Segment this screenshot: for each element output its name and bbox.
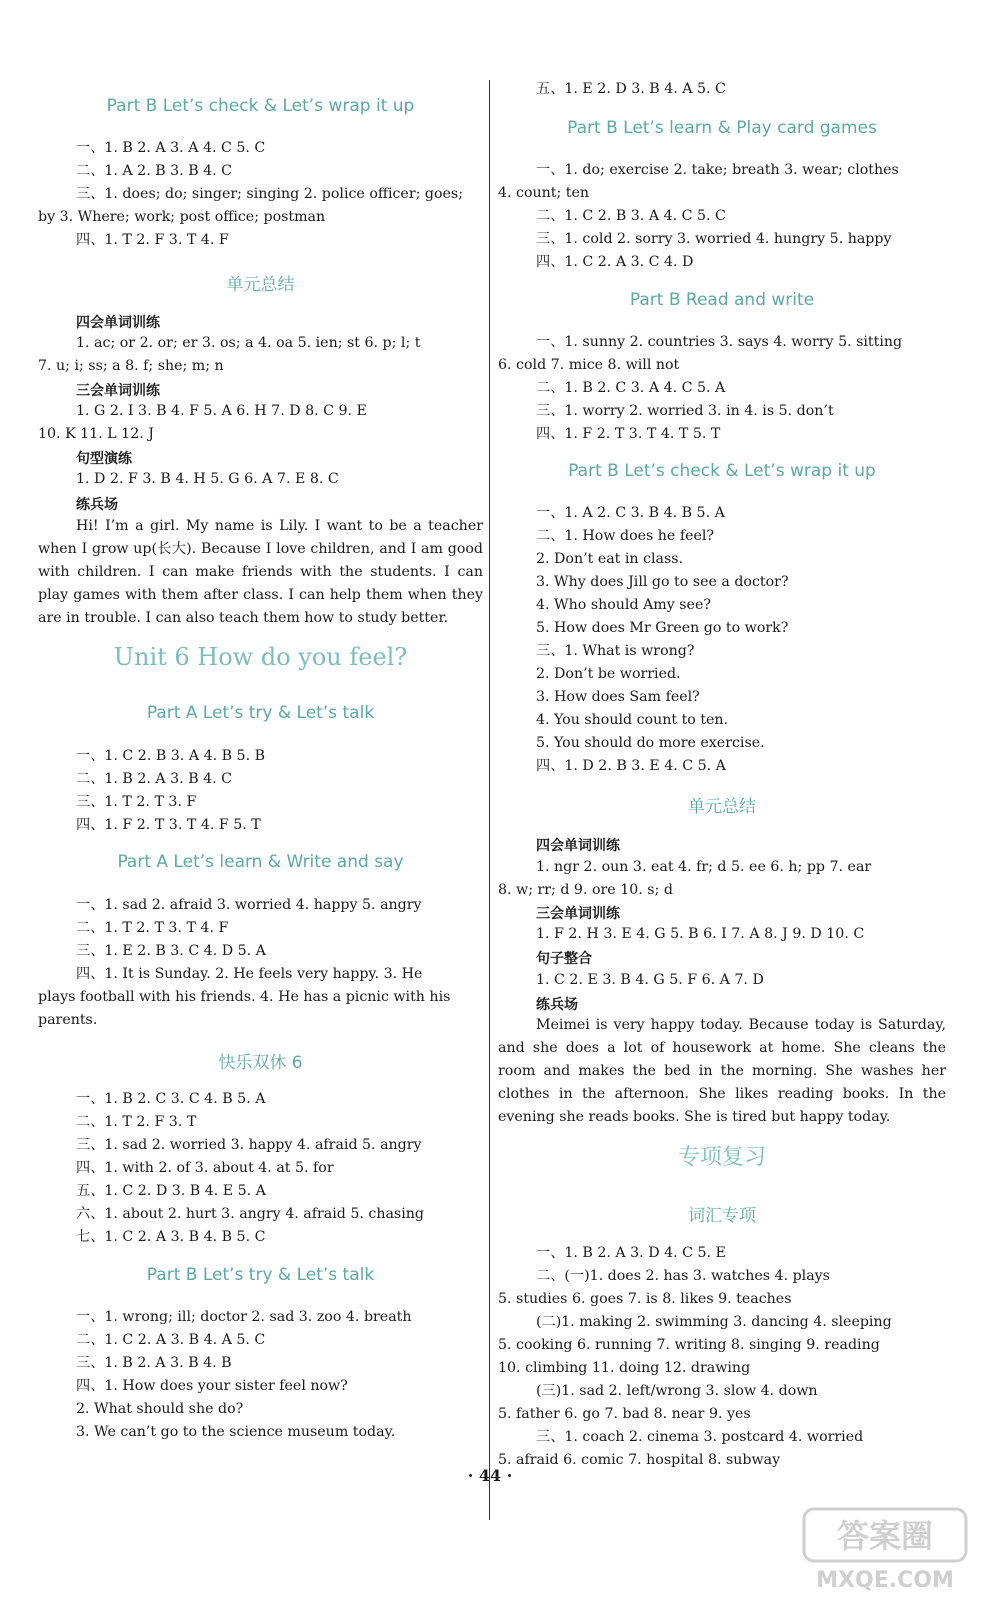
answer-line: 一、1. do; exercise 2. take; breath 3. wear; clothes [536,162,899,178]
answer-line: 四、1. How does your sister feel now? [76,1378,348,1394]
answer-line: 5. cooking 6. running 7. writing 8. singing 9. reading [498,1337,880,1353]
answer-line: 4. count; ten [498,185,590,201]
answer-line: 六、1. about 2. hurt 3. angry 4. afraid 5. chasing [76,1206,424,1222]
answer-line: 一、1. wrong; ill; doctor 2. sad 3. zoo 4. breath [76,1309,412,1325]
answer-line: 三、1. sad 2. worried 3. happy 4. afraid 5. angry [76,1137,422,1153]
answer-line: 四、1. F 2. T 3. T 4. T 5. T [536,426,721,442]
answer-line: 5. father 6. go 7. bad 8. near 9. yes [498,1406,751,1422]
answer-line: 二、1. B 2. C 3. A 4. C 5. A [536,380,726,396]
section-heading: Part A Let’s learn & Write and say [117,852,404,872]
section-heading: Part B Read and write [629,290,815,310]
answer-line: 四、1. with 2. of 3. about 4. at 5. for [76,1160,334,1176]
answer-line: 一、1. B 2. C 3. C 4. B 5. A [76,1091,266,1107]
section-heading: Part A Let’s try & Let’s talk [146,703,375,723]
answer-line: 七、1. C 2. A 3. B 4. B 5. C [76,1229,266,1245]
answer-line: 二、1. T 2. T 3. T 4. F [76,920,229,936]
answer-line: 6. cold 7. mice 8. will not [498,357,680,373]
unit-title: Unit 6 How do you feel? [113,643,408,671]
answer-line: plays football with his friends. 4. He has a picnic with his [38,989,451,1005]
watermark-top: 答案圈 [836,1517,934,1555]
answer-line: 三、1. B 2. A 3. B 4. B [76,1355,232,1371]
answer-line: by 3. Where; work; post office; postman [38,209,326,225]
section-title: 专项复习 [677,1145,766,1170]
answer-line: 10. K 11. L 12. J [38,426,154,442]
answer-line: 三、1. coach 2. cinema 3. postcard 4. worried [536,1429,864,1445]
answer-line: 3. We can’t go to the science museum today. [76,1424,396,1440]
answer-line: 8. w; rr; d 9. ore 10. s; d [498,882,673,898]
section-heading: 单元总结 [226,275,295,295]
watermark-logo [800,1505,970,1595]
writing-paragraph: Hi! I’m a girl. My name is Lily. I want to be a teacher when I grow up(长大). Because I love children, and I am good with children. I can make friends with the students. I can play games with them after class. I can help them when they are in trouble. I can also teach them how to study better. [38,518,483,626]
subsection-label: 四会单词训练 [76,315,160,331]
answer-line: 二、(一)1. does 2. has 3. watches 4. plays [536,1268,830,1284]
answer-line: 5. studies 6. goes 7. is 8. likes 9. teaches [498,1291,792,1307]
subsection-label: 句型演练 [76,451,132,467]
page-number: · 44 · [467,1466,513,1485]
section-heading: 快乐双休 6 [218,1053,303,1073]
section-heading: Part B Let’s learn & Play card games [567,118,877,138]
answer-line: 4. You should count to ten. [536,712,729,728]
watermark-bottom: MXQE.COM [816,1568,954,1593]
answer-line: 二、1. C 2. A 3. B 4. A 5. C [76,1332,266,1348]
answer-line: 三、1. E 2. B 3. C 4. D 5. A [76,943,266,959]
answer-line: 5. You should do more exercise. [536,735,765,751]
answer-line: 1. ac; or 2. or; er 3. os; a 4. oa 5. ien; st 6. p; l; t [76,335,421,351]
answer-line: 1. ngr 2. oun 3. eat 4. fr; d 5. ee 6. h; pp 7. ear [536,859,872,875]
answer-line: 四、1. It is Sunday. 2. He feels very happy. 3. He [76,966,423,982]
answer-line: 一、1. B 2. A 3. D 4. C 5. E [536,1245,726,1261]
answer-line: 2. Don’t be worried. [536,666,681,682]
answer-line: 10. climbing 11. doing 12. drawing [498,1360,751,1376]
answer-line: 2. Don’t eat in class. [536,551,684,567]
answer-line: 4. Who should Amy see? [536,597,711,613]
answer-line: 1. G 2. I 3. B 4. F 5. A 6. H 7. D 8. C 9. E [76,403,367,419]
answer-line: 一、1. C 2. B 3. A 4. B 5. B [76,748,266,764]
answer-line: 7. u; i; ss; a 8. f; she; m; n [38,358,224,374]
answer-line: 2. What should she do? [76,1401,244,1417]
answer-line: 一、1. B 2. A 3. A 4. C 5. C [76,140,266,156]
answer-line: 五、1. C 2. D 3. B 4. E 5. A [76,1183,266,1199]
answer-line: 三、1. worry 2. worried 3. in 4. is 5. don’t [536,403,834,419]
section-heading: 单元总结 [688,797,756,817]
answer-line: 二、1. How does he feel? [536,528,715,544]
section-heading: Part B Let’s check & Let’s wrap it up [568,461,876,481]
answer-line: (二)1. making 2. swimming 3. dancing 4. sleeping [536,1314,892,1330]
column-divider [489,80,490,1520]
answer-line: parents. [38,1012,98,1028]
answer-line: 二、1. C 2. B 3. A 4. C 5. C [536,208,726,224]
subsection-label: 三会单词训练 [536,906,620,922]
answer-line: 1. D 2. F 3. B 4. H 5. G 6. A 7. E 8. C [76,471,339,487]
answer-line: 二、1. T 2. F 3. T [76,1114,197,1130]
answer-line: 一、1. sunny 2. countries 3. says 4. worry 5. sitting [536,334,903,350]
subsection-label: 三会单词训练 [76,383,160,399]
subsection-label: 练兵场 [536,997,578,1013]
answer-line: 1. C 2. E 3. B 4. G 5. F 6. A 7. D [536,972,764,988]
answer-line: 3. How does Sam feel? [536,689,700,705]
answer-line: 四、1. D 2. B 3. E 4. C 5. A [536,758,726,774]
answer-line: 5. How does Mr Green go to work? [536,620,789,636]
answer-line: 1. F 2. H 3. E 4. G 5. B 6. I 7. A 8. J 9. D 10. C [536,926,865,942]
answer-line: 三、1. What is wrong? [536,643,695,659]
answer-line: 四、1. C 2. A 3. C 4. D [536,254,694,270]
answer-line: 二、1. B 2. A 3. B 4. C [76,771,233,787]
answer-line: 四、1. T 2. F 3. T 4. F [76,232,229,248]
answer-line: (三)1. sad 2. left/wrong 3. slow 4. down [536,1383,818,1399]
subsection-label: 句子整合 [536,951,592,967]
answer-line: 3. Why does Jill go to see a doctor? [536,574,789,590]
answer-line: 三、1. T 2. T 3. F [76,794,197,810]
writing-paragraph: Meimei is very happy today. Because today is Saturday, and she does a lot of housework at home. She cleans the room and makes the bed in the morning. She washes her clothes in the afternoon. She likes reading books. In the evening she reads books. She is tired but happy today. [498,1017,946,1125]
subsection-label: 四会单词训练 [536,838,620,854]
subsection-label: 练兵场 [76,497,118,513]
answer-line: 三、1. cold 2. sorry 3. worried 4. hungry 5. happy [536,231,892,247]
section-heading: Part B Let’s try & Let’s talk [146,1265,375,1285]
answer-line: 三、1. does; do; singer; singing 2. police officer; goes; [76,186,463,202]
answer-line: 5. afraid 6. comic 7. hospital 8. subway [498,1452,781,1468]
section-heading: 词汇专项 [688,1206,756,1226]
answer-line: 二、1. A 2. B 3. B 4. C [76,163,233,179]
answer-line: 一、1. A 2. C 3. B 4. B 5. A [536,505,725,521]
section-heading: Part B Let’s check & Let’s wrap it up [106,96,415,116]
answer-line: 五、1. E 2. D 3. B 4. A 5. C [536,81,726,97]
answer-line: 一、1. sad 2. afraid 3. worried 4. happy 5. angry [76,897,422,913]
answer-line: 四、1. F 2. T 3. T 4. F 5. T [76,817,261,833]
